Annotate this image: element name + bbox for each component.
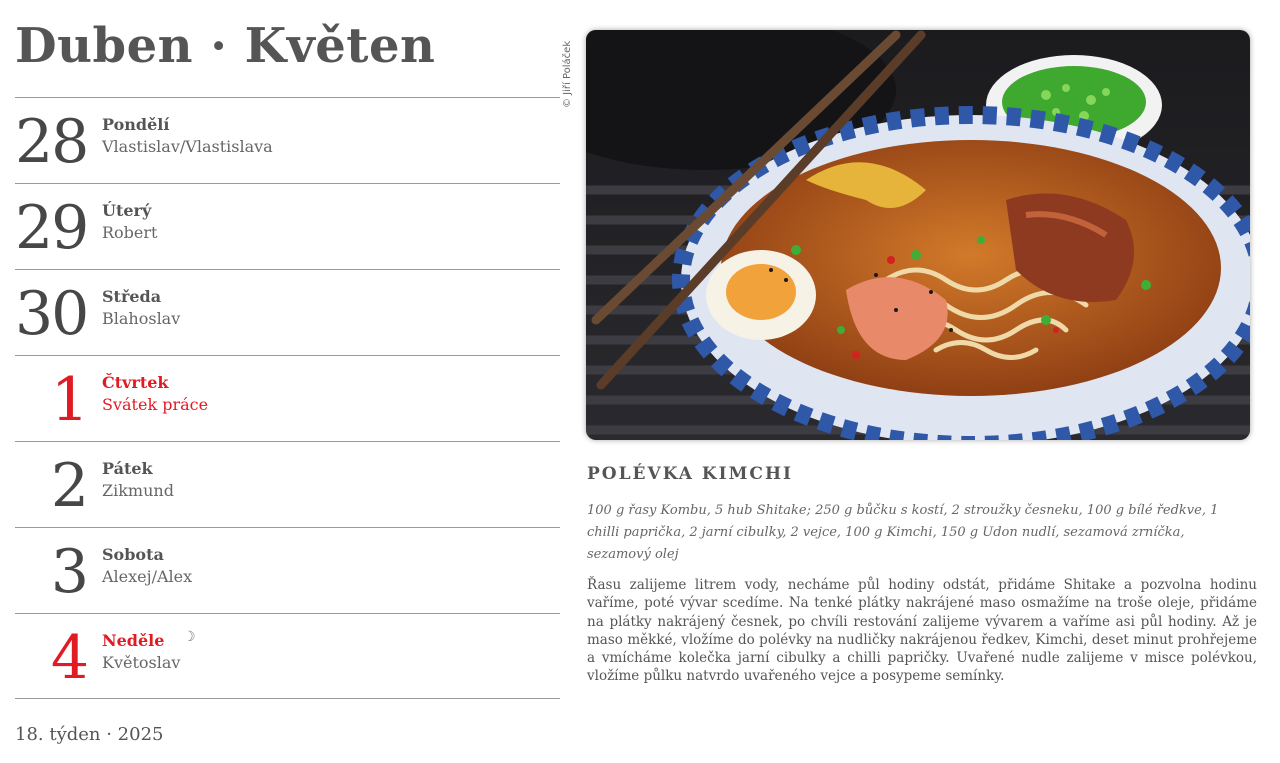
recipe-instructions: Řasu zalijeme litrem vody, necháme půl hodiny odstát, přidáme Shitake a pozvolna hodinu vaříme, poté vývar scedíme. Na tenké plátky nakrájené maso osmažíme na troše oleje, přidáme na plátky nakrájený česnek, po chvíli restování zalijeme vývarem a vaříme asi půl hodiny. Až je maso měkké, vložíme do polévky na nudličky nakrájenou ředkev, Kimchi, deset minut prohřejeme a vmícháme kolečka jarní cibulky a chilli papričky. Uvařené nudle zalijeme v misce polévkou, vložíme půlku natvrdo uvařeného vejce a posypeme semínky. — [587, 577, 1257, 685]
day-number: 29 — [15, 193, 88, 263]
name-day-label: Zikmund — [102, 481, 174, 500]
weekday-label: Čtvrtek — [102, 373, 169, 392]
weekday-label: Pondělí — [102, 115, 170, 134]
name-day-label: Alexej/Alex — [102, 567, 193, 586]
day-row-4 — [15, 613, 560, 699]
week-label: 18. týden · 2025 — [15, 724, 164, 745]
month-title: Duben · Květen — [15, 18, 436, 74]
day-number: 4 — [50, 623, 87, 693]
recipe-photo — [586, 30, 1250, 440]
day-number: 30 — [15, 279, 88, 349]
day-number: 2 — [50, 451, 87, 521]
weekday-label: Středa — [102, 287, 162, 306]
day-row-3 — [15, 527, 560, 613]
name-day-label: Vlastislav/Vlastislava — [102, 137, 273, 156]
photo-credit — [562, 30, 578, 110]
name-day-label: Blahoslav — [102, 309, 181, 328]
photo-credit-text: © Jiří Poláček — [562, 40, 573, 108]
recipe-title: POLÉVKA KIMCHI — [587, 464, 793, 484]
name-day-label: Květoslav — [102, 653, 181, 672]
day-number: 1 — [50, 365, 87, 435]
day-number: 28 — [15, 107, 88, 177]
weekday-label: Sobota — [102, 545, 164, 564]
weekday-label: Neděle — [102, 631, 165, 650]
day-row-28 — [15, 97, 560, 183]
recipe-ingredients: 100 g řasy Kombu, 5 hub Shitake; 250 g bůčku s kostí, 2 stroužky česneku, 100 g bílé ředkve, 1 chilli paprička, 2 jarní cibulky, 2 vejce, 100 g Kimchi, 150 g Udon nudlí, sezamová zrníčka, sezamový olej — [587, 503, 1219, 562]
day-row-29 — [15, 183, 560, 269]
day-row-1 — [15, 355, 560, 441]
ramen-bowl-illustration — [586, 30, 1250, 440]
moon-phase-icon: ☽ — [183, 629, 196, 645]
weekday-label: Pátek — [102, 459, 153, 478]
day-number: 3 — [50, 537, 87, 607]
weekday-label: Úterý — [102, 201, 152, 220]
calendar-column — [0, 0, 575, 763]
day-row-30 — [15, 269, 560, 355]
name-day-label: Robert — [102, 223, 158, 242]
day-row-2 — [15, 441, 560, 527]
holiday-label: Svátek práce — [102, 395, 209, 414]
